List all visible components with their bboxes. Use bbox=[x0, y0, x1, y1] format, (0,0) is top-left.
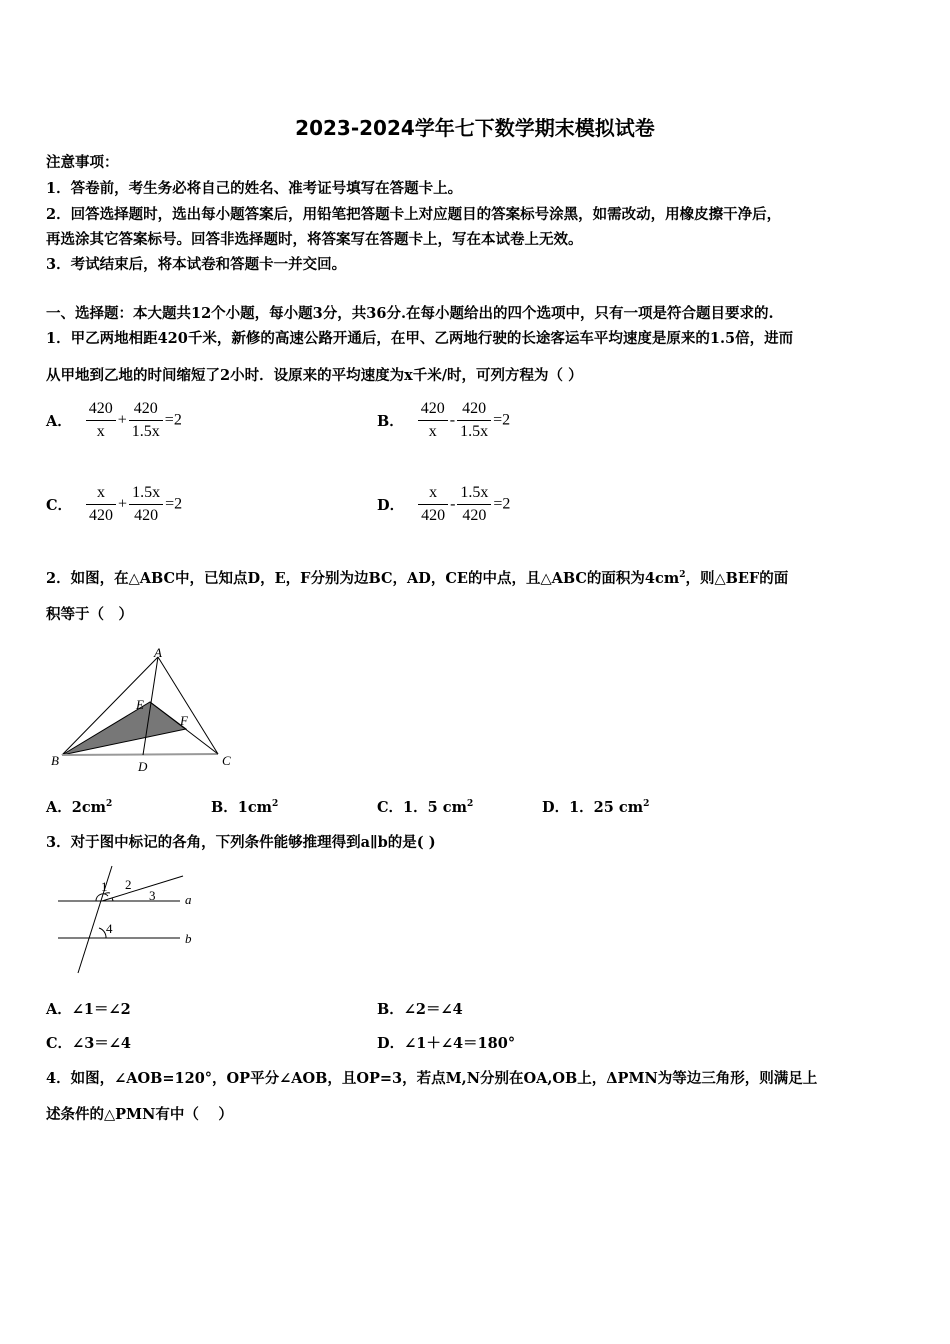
fraction: $\frac{x}{420}$ bbox=[418, 482, 448, 527]
label-E: E bbox=[136, 697, 144, 712]
q4-text: 述条件的△PMN有中（ ） bbox=[46, 1106, 233, 1123]
notice-heading: 注意事项： bbox=[46, 154, 119, 171]
label-C: C bbox=[222, 753, 231, 768]
angle-3-label: 3 bbox=[149, 888, 156, 903]
fraction: $\frac{1.5x}{420}$ bbox=[457, 482, 491, 527]
fraction: $\frac{1.5x}{420}$ bbox=[129, 482, 163, 527]
q4-text: 4．如图，∠AOB=120°，OP平分∠AOB，且OP=3，若点M,N分别在OA,OB上，ΔPMN为等边三角形，则满足上 bbox=[46, 1070, 818, 1087]
fraction: $\frac{420}{1.5x}$ bbox=[457, 398, 491, 443]
label-A: A bbox=[154, 645, 162, 660]
q2-option-a[interactable]: A．$2cm^2$ bbox=[46, 799, 113, 816]
q2-text: 积等于（ ） bbox=[46, 606, 133, 623]
q1-text: 1．甲乙两地相距420千米，新修的高速公路开通后，在甲、乙两地行驶的长途客运车平均速度是原来的1.5倍，进而 bbox=[46, 330, 794, 347]
q3-option-d[interactable]: D．∠1＋∠4＝180° bbox=[377, 1035, 516, 1052]
angle-1-label: 1 bbox=[101, 879, 108, 894]
angle-2-label: 2 bbox=[125, 877, 132, 892]
fraction: $\frac{420}{x}$ bbox=[86, 398, 116, 443]
equation-rhs: =2 bbox=[493, 495, 511, 513]
option-label: A． bbox=[46, 413, 72, 430]
section-heading: 一、选择题：本大题共12个小题，每小题3分，共36分.在每小题给出的四个选项中，只有一项是符合题目要求的. bbox=[46, 305, 774, 322]
option-label: C． bbox=[46, 497, 73, 514]
notice-item: 3．考试结束后，将本试卷和答题卡一并交回。 bbox=[46, 256, 347, 273]
operator: + bbox=[117, 411, 127, 429]
q3-parallel-lines-figure bbox=[58, 866, 192, 973]
option-label: B． bbox=[377, 413, 404, 430]
operator: - bbox=[450, 495, 456, 513]
q2-option-d[interactable]: D．1．25 $cm^2$ bbox=[542, 799, 650, 816]
fraction: $\frac{x}{420}$ bbox=[86, 482, 116, 527]
notice-item: 1．答卷前，考生务必将自己的姓名、准考证号填写在答题卡上。 bbox=[46, 180, 463, 197]
q2-text: 2．如图，在△ABC中，已知点D，E，F分别为边BC，AD，CE的中点，且△ABC的面积为$4cm^2$，则△BEF的面 bbox=[46, 570, 789, 587]
q2-option-b[interactable]: B．$1cm^2$ bbox=[211, 799, 279, 816]
operator: - bbox=[449, 411, 456, 429]
line-b-label: b bbox=[185, 931, 192, 946]
q3-text: 3．对于图中标记的各角，下列条件能够推理得到a∥b的是( ) bbox=[46, 834, 436, 851]
q1-text: 从甲地到乙地的时间缩短了2小时．设原来的平均速度为x千米/时，可列方程为（ ） bbox=[46, 367, 583, 384]
q3-option-b[interactable]: B．∠2＝∠4 bbox=[377, 1001, 463, 1018]
label-D: D bbox=[138, 759, 148, 774]
q2-option-c[interactable]: C．1．5 $cm^2$ bbox=[377, 799, 474, 816]
option-label: D． bbox=[377, 497, 405, 514]
operator: + bbox=[118, 495, 128, 513]
q3-option-a[interactable]: A．∠1＝∠2 bbox=[46, 1001, 131, 1018]
line-a-label: a bbox=[185, 892, 192, 907]
page-title: 2023-2024学年七下数学期末模拟试卷 bbox=[295, 116, 655, 140]
fraction: $\frac{420}{x}$ bbox=[418, 398, 448, 443]
equation-rhs: =2 bbox=[493, 411, 511, 429]
fraction: $\frac{420}{1.5x}$ bbox=[129, 398, 163, 443]
notice-item: 2．回答选择题时，选出每小题答案后，用铅笔把答题卡上对应题目的答案标号涂黑，如需改动，用橡皮擦干净后， bbox=[46, 206, 782, 223]
label-B: B bbox=[51, 753, 59, 768]
q3-option-c[interactable]: C．∠3＝∠4 bbox=[46, 1035, 132, 1052]
equation-rhs: =2 bbox=[164, 411, 182, 429]
label-F: F bbox=[180, 713, 188, 728]
equation-rhs: =2 bbox=[165, 495, 183, 513]
angle-4-label: 4 bbox=[106, 921, 113, 936]
notice-item: 再选涂其它答案标号。回答非选择题时，将答案写在答题卡上，写在本试卷上无效。 bbox=[46, 231, 583, 248]
